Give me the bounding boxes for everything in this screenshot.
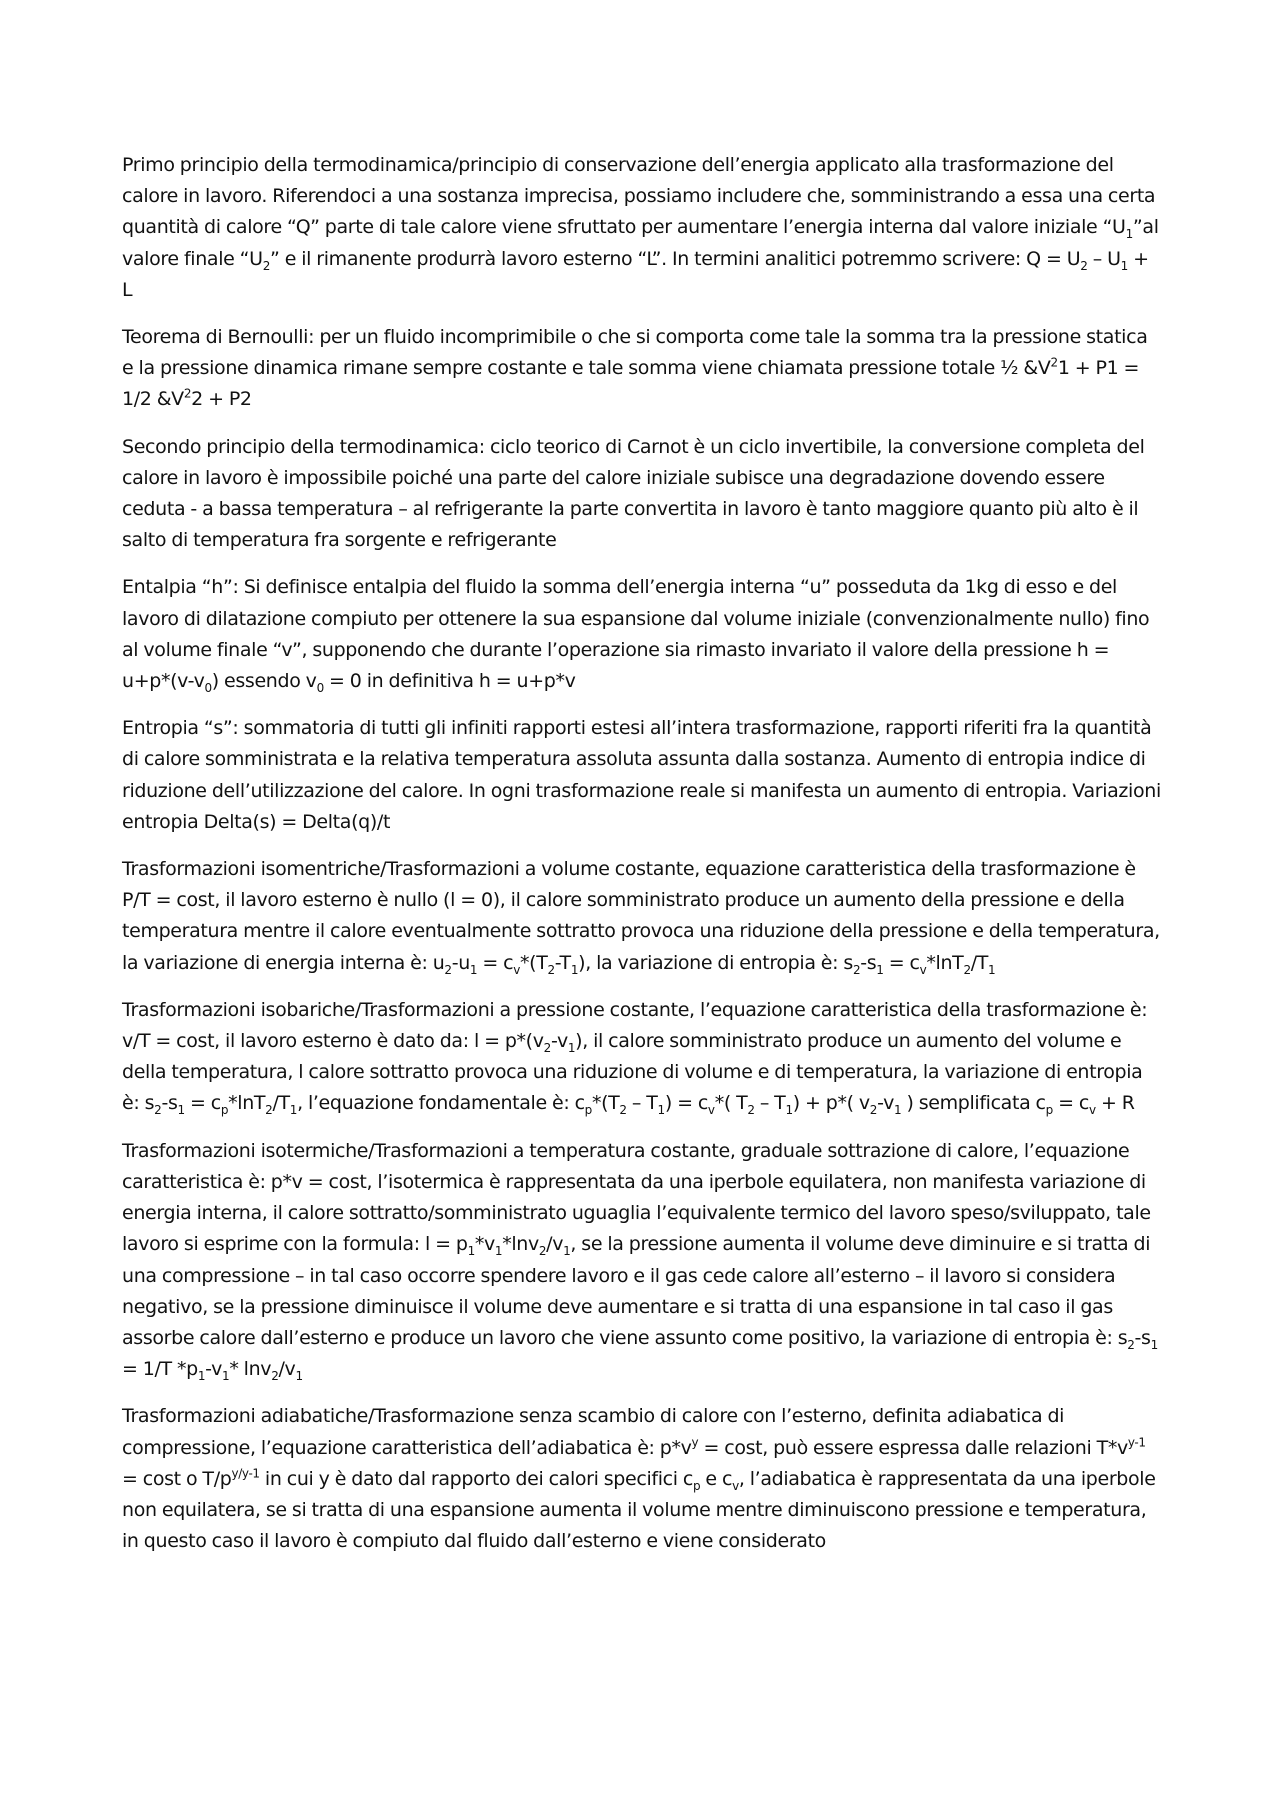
paragraph-isotermiche: Trasformazioni isotermiche/Trasformazioni a temperatura costante, graduale sottrazione di calore, l’equazione caratteristica è: p*v = cost, l’isotermica è rappresentata da una iperbole equilatera, non manifesta variazione di energia interna, il calore sottratto/somministrato uguaglia l’equivalente termico del lavoro speso/sviluppato, tale lavoro si esprime con la formula: $l = p_1*v_1*\ln v_2/v_1$, se la pressione aumenta il volume deve diminuire e si tratta di una compressione – in tal caso occorre spendere lavoro e il gas cede calore all’esterno – il lavoro si considera negativo, se la pressione diminuisce il volume deve aumentare e si tratta di una espansione in tal caso il gas assorbe calore dall’esterno e produce un lavoro che viene assunto come positivo, la variazione di entropia è: $s_2-s_1 = 1/T$ $*p_1-v_1*$ $\ln v_2/v_1$ (122, 1139, 1158, 1383)
paragraph-isometriche: Trasformazioni isomentriche/Trasformazioni a volume costante, equazione caratteristica della trasformazione è P/T = cost, il lavoro esterno è nullo (l = 0), il calore somministrato produce un aumento della pressione e della temperatura mentre il calore eventualmente sottratto provoca una riduzione della pressione e della temperatura, la variazione di energia interna è: $u_2-u_1 = c_v*(T_2-T_1)$, la variazione di entropia è: $s_2-s_1 = c_v*\ln T_2/T_1$ (122, 858, 1160, 977)
paragraph-entalpia: Entalpia “h”: Si definisce entalpia del fluido la somma dell’energia interna “u” posseduta da 1kg di esso e del lavoro di dilatazione compiuto per ottenere la sua espansione dal volume iniziale (convenzionalmente nullo) fino al volume finale “v”, supponendo che durante l’operazione sia rimasto invariato il valore della pressione $h = u+p*(v-v_0)$ essendo $v_0 = 0$ in definitiva h = u+p*v (122, 576, 1150, 695)
paragraph-isobariche: Trasformazioni isobariche/Trasformazioni a pressione costante, l’equazione caratteristica della trasformazione è: v/T = cost, il lavoro esterno è dato da: $l = p*(v_2-v_1)$, il calore somministrato produce un aumento del volume e della temperatura, l calore sottratto provoca una riduzione di volume e di temperatura, la variazione di entropia è: $s_2-s_1 = c_p*\ln T_2/T_1$, l’equazione fondamentale è: $c_p*(T_2 - T_1) = c_v*$( $T_2 - T_1) + p*$( $v_2-v_1$ ) semplificata $c_p = c_v + R$ (122, 998, 1148, 1118)
paragraph-secondo-principio: Secondo principio della termodinamica: ciclo teorico di Carnot è un ciclo invertibile, la conversione completa del calore in lavoro è impossibile poiché una parte del calore iniziale subisce una degradazione dovendo essere ceduta - a bassa temperatura – al refrigerante la parte convertita in lavoro è tanto maggiore quanto più alto è il salto di temperatura fra sorgente e refrigerante (122, 435, 1145, 552)
document-body (122, 150, 1162, 1573)
paragraph-adiabatiche: Trasformazioni adiabatiche/Trasformazione senza scambio di calore con l’esterno, definita adiabatica di compressione, l’equazione caratteristica dell’adiabatica è: $p*v^y = \cos t$, può essere espressa dalle relazioni $T*v^{y-1} = \cos t$ o $T/p^{y/y-1}$ in cui y è dato dal rapporto dei calori specifici $c_p$ e $c_v$, l’adiabatica è rappresentata da una iperbole non equilatera, se si tratta di una espansione aumenta il volume mentre diminuiscono pressione e temperatura, in questo caso il lavoro è compiuto dal fluido dall’esterno e viene considerato (122, 1405, 1156, 1553)
paragraph-primo-principio: Primo principio della termodinamica/principio di conservazione dell’energia applicato alla trasformazione del calore in lavoro. Riferendoci a una sostanza imprecisa, possiamo includere che, somministrando a essa una certa quantità di calore “Q” parte di tale calore viene sfruttato per aumentare l’energia interna dal valore iniziale “$U_1”al$ valore finale “$U_2$” e il rimanente produrrà lavoro esterno “L”. In termini analitici potremmo scrivere: $Q = U_2 - U_1 + L$ (122, 154, 1159, 301)
paragraph-bernoulli: Teorema di Bernoulli: per un fluido incomprimibile o che si comporta come tale la somma tra la pressione statica e la pressione dinamica rimane sempre costante e tale somma viene chiamata pressione totale ½ $\&V^21 + P1 = 1/2$ $\&V^22 + P2$ (122, 326, 1148, 411)
paragraph-entropia: Entropia “s”: sommatoria di tutti gli infiniti rapporti estesi all’intera trasformazione, rapporti riferiti fra la quantità di calore somministrata e la relativa temperatura assoluta assunta dalla sostanza. Aumento di entropia indice di riduzione dell’utilizzazione del calore. In ogni trasformazione reale si manifesta un aumento di entropia. Variazioni entropia Delta(s) = Delta(q)/t (122, 717, 1161, 833)
